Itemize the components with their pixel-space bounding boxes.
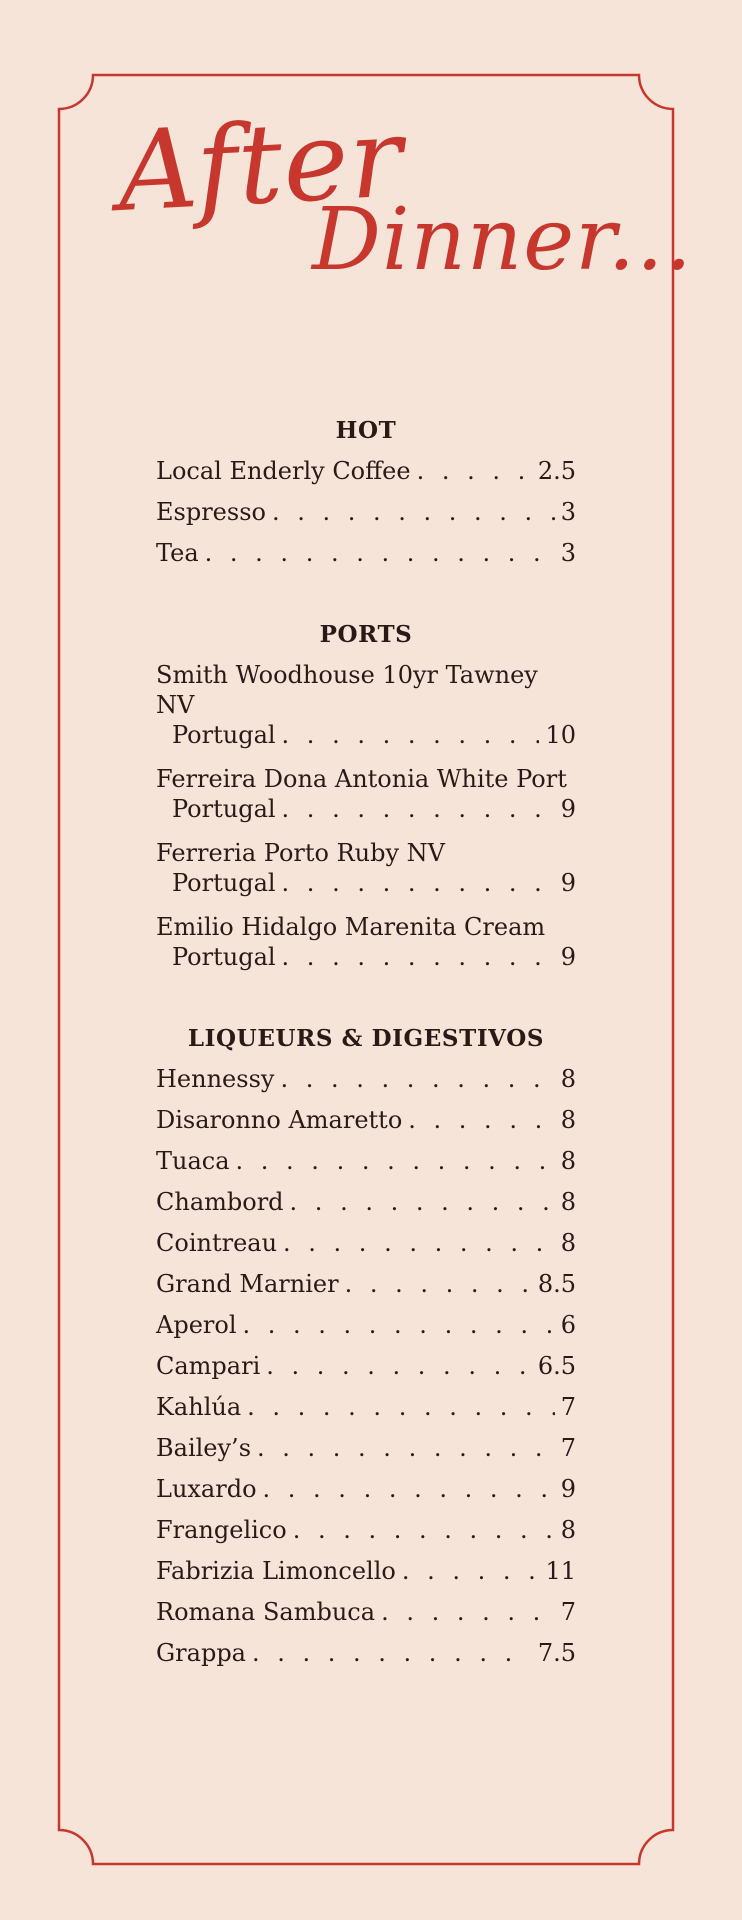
title-dinner: Dinner... — [312, 190, 693, 290]
item-price: 10 — [545, 721, 576, 749]
leader-dots — [263, 1474, 555, 1504]
menu-list — [156, 416, 576, 1720]
item-name: Fabrizia Limoncello — [156, 1557, 396, 1585]
item-origin: Portugal — [172, 795, 276, 823]
leader-dots — [282, 720, 540, 750]
leader-dots — [283, 1228, 555, 1258]
item-price: 7.5 — [537, 1639, 576, 1667]
leader-dots — [247, 1392, 555, 1422]
item-price: 8 — [560, 1106, 576, 1134]
leader-dots — [205, 538, 555, 568]
menu-item — [156, 1351, 576, 1381]
item-name: Kahlúa — [156, 1393, 242, 1421]
menu-item — [156, 1474, 576, 1504]
section-heading: LIQUEURS & DIGESTIVOS — [187, 1025, 545, 1052]
item-price: 9 — [560, 1475, 576, 1503]
item-price: 7 — [560, 1598, 576, 1626]
leader-dots — [282, 794, 555, 824]
item-name: Smith Woodhouse 10yr Tawney NV — [156, 661, 538, 719]
menu-item — [156, 1515, 576, 1545]
item-name: Hennessy — [156, 1065, 275, 1093]
menu-item — [156, 660, 576, 750]
item-price: 3 — [560, 498, 576, 526]
item-origin: Portugal — [172, 721, 276, 749]
menu-item — [156, 1064, 576, 1094]
item-price: 11 — [545, 1557, 576, 1585]
section-ports — [156, 620, 576, 972]
item-name: Luxardo — [156, 1475, 257, 1503]
item-name: Disaronno Amaretto — [156, 1106, 403, 1134]
item-price: 8.5 — [537, 1270, 576, 1298]
item-name: Romana Sambuca — [156, 1598, 376, 1626]
menu-item — [156, 497, 576, 527]
menu-item — [156, 538, 576, 568]
item-name: Cointreau — [156, 1229, 278, 1257]
menu-item — [156, 456, 576, 486]
leader-dots — [381, 1597, 555, 1627]
leader-dots — [282, 942, 555, 972]
item-name: Espresso — [156, 498, 266, 526]
menu-item — [156, 1392, 576, 1422]
menu-item — [156, 1310, 576, 1340]
item-name: Emilio Hidalgo Marenita Cream — [156, 913, 546, 941]
item-price: 8 — [560, 1188, 576, 1216]
menu-item — [156, 1556, 576, 1586]
leader-dots — [257, 1433, 555, 1463]
menu-item — [156, 1269, 576, 1299]
item-name: Bailey’s — [156, 1434, 252, 1462]
item-price: 7 — [560, 1434, 576, 1462]
leader-dots — [252, 1638, 532, 1668]
item-price: 6 — [560, 1311, 576, 1339]
item-price: 7 — [560, 1393, 576, 1421]
section-hot — [156, 416, 576, 568]
section-liqueurs — [156, 1024, 576, 1668]
item-name: Campari — [156, 1352, 261, 1380]
leader-dots — [402, 1556, 540, 1586]
leader-dots — [280, 1064, 554, 1094]
menu-item — [156, 1433, 576, 1463]
item-price: 8 — [560, 1147, 576, 1175]
item-origin: Portugal — [172, 943, 276, 971]
leader-dots — [282, 868, 555, 898]
item-price: 8 — [560, 1065, 576, 1093]
menu-item — [156, 1146, 576, 1176]
item-name: Ferreria Porto Ruby NV — [156, 839, 446, 867]
section-heading: HOT — [335, 417, 397, 444]
item-price: 9 — [560, 795, 576, 823]
item-name: Tuaca — [156, 1147, 230, 1175]
item-price: 8 — [560, 1516, 576, 1544]
leader-dots — [293, 1515, 555, 1545]
menu-item — [156, 764, 576, 824]
section-heading: PORTS — [319, 621, 413, 648]
item-name: Local Enderly Coffee — [156, 457, 411, 485]
leader-dots — [266, 1351, 532, 1381]
item-price: 9 — [560, 869, 576, 897]
item-name: Aperol — [156, 1311, 237, 1339]
menu-item — [156, 912, 576, 972]
item-price: 2.5 — [537, 457, 576, 485]
leader-dots — [345, 1269, 532, 1299]
item-price: 9 — [560, 943, 576, 971]
item-name: Ferreira Dona Antonia White Port — [156, 765, 567, 793]
menu-item — [156, 1105, 576, 1135]
title-after: After — [114, 93, 407, 236]
menu-item — [156, 1597, 576, 1627]
menu-item — [156, 1187, 576, 1217]
item-name: Frangelico — [156, 1516, 287, 1544]
leader-dots — [243, 1310, 555, 1340]
item-price: 6.5 — [537, 1352, 576, 1380]
item-origin: Portugal — [172, 869, 276, 897]
leader-dots — [290, 1187, 555, 1217]
item-name: Tea — [156, 539, 199, 567]
menu-item — [156, 1638, 576, 1668]
menu-item — [156, 838, 576, 898]
leader-dots — [408, 1105, 554, 1135]
item-price: 3 — [560, 539, 576, 567]
item-name: Chambord — [156, 1188, 284, 1216]
item-name: Grand Marnier — [156, 1270, 339, 1298]
item-name: Grappa — [156, 1639, 246, 1667]
leader-dots — [236, 1146, 555, 1176]
item-price: 8 — [560, 1229, 576, 1257]
menu-item — [156, 1228, 576, 1258]
leader-dots — [417, 456, 532, 486]
leader-dots — [272, 497, 555, 527]
